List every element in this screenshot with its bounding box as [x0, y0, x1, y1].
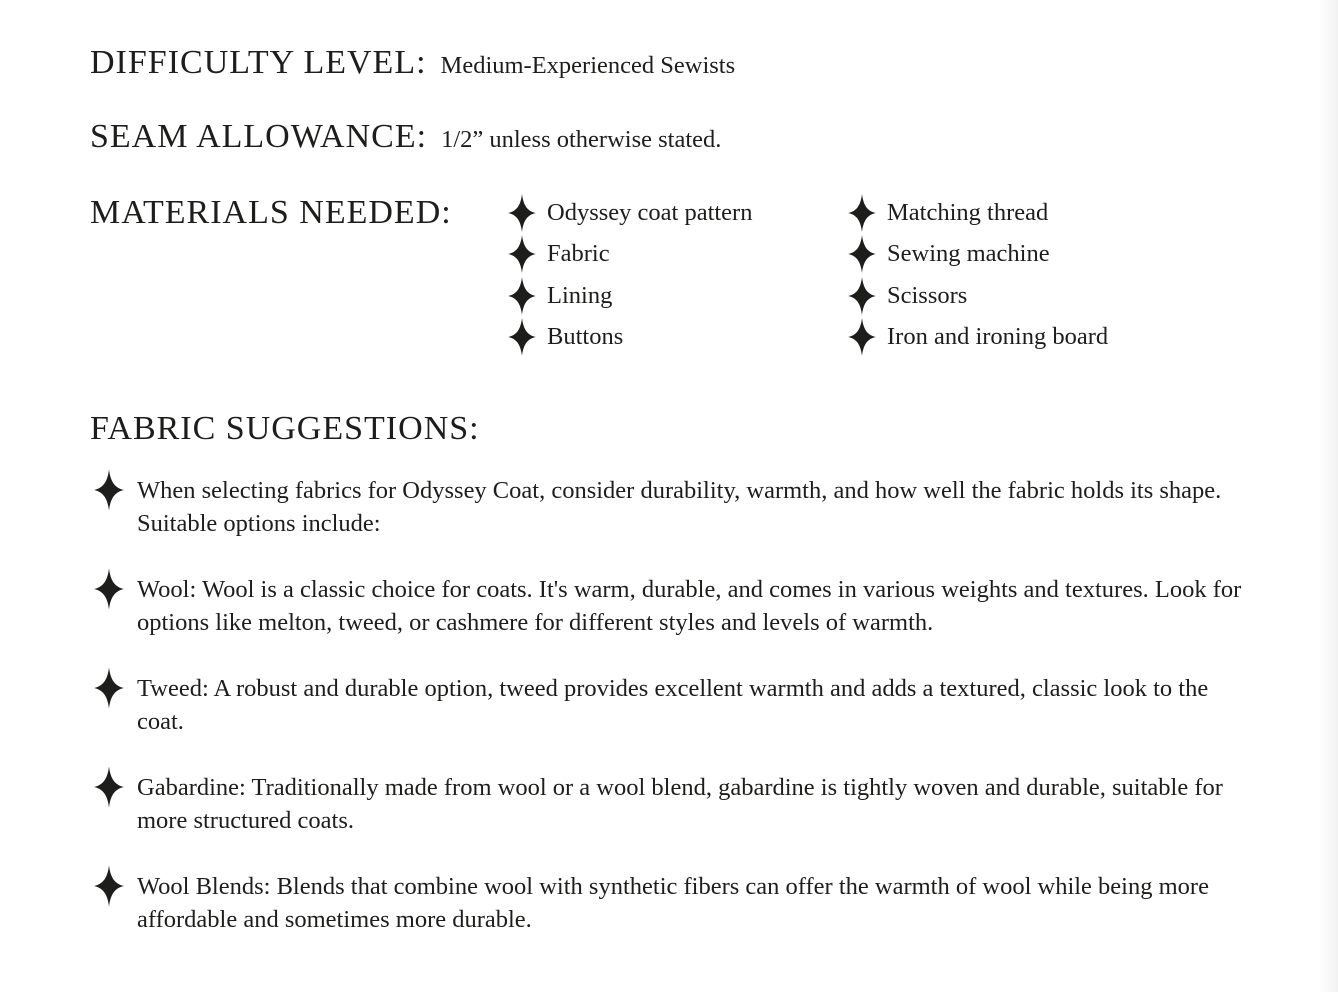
list-item: [848, 275, 1108, 317]
star-bullet-icon: [848, 194, 876, 232]
star-bullet-icon: [94, 469, 124, 511]
fabric-suggestions-heading: FABRIC SUGGESTIONS:: [90, 410, 480, 447]
materials-column-1: [508, 192, 848, 358]
seam-allowance-row: [90, 119, 1338, 158]
star-bullet-icon: [848, 277, 876, 315]
material-item-label: Odyssey coat pattern: [547, 198, 753, 226]
difficulty-value: Medium-Experienced Sewists: [440, 52, 736, 79]
star-bullet-icon: [94, 766, 124, 808]
difficulty-row: [90, 45, 1338, 84]
list-item: [508, 234, 848, 276]
fabric-suggestion-text: When selecting fabrics for Odyssey Coat, consider durability, warmth, and how well the fabric holds its shape. Suitable options include:: [137, 477, 1222, 537]
list-item: [848, 317, 1108, 359]
star-bullet-icon: [94, 865, 124, 907]
fabric-suggestion-text: Tweed: A robust and durable option, tweed provides excellent warmth and adds a textured, classic look to the coat.: [137, 675, 1209, 735]
star-bullet-icon: [848, 235, 876, 273]
fabric-suggestion-item: [90, 870, 1255, 936]
material-item-label: Fabric: [547, 240, 610, 268]
seam-allowance-value: 1/2” unless otherwise stated.: [441, 126, 722, 153]
star-bullet-icon: [94, 667, 124, 709]
star-bullet-icon: [508, 277, 536, 315]
fabric-suggestion-text: Wool: Wool is a classic choice for coats. It's warm, durable, and comes in various weights and textures. Look for options like melton, tweed, or cashmere for different styles and levels of warmth.: [137, 576, 1242, 636]
fabric-suggestion-item: [90, 771, 1255, 837]
list-item: [508, 317, 848, 359]
material-item-label: Scissors: [887, 281, 968, 309]
materials-label: MATERIALS NEEDED:: [90, 194, 452, 231]
material-item-label: Lining: [547, 281, 613, 309]
list-item: [508, 275, 848, 317]
star-bullet-icon: [508, 194, 536, 232]
fabric-suggestion-text: Gabardine: Traditionally made from wool or a wool blend, gabardine is tightly woven and durable, suitable for more structured coats.: [137, 774, 1223, 834]
fabric-suggestion-item: [90, 573, 1255, 639]
star-bullet-icon: [508, 235, 536, 273]
difficulty-label: DIFFICULTY LEVEL:: [90, 44, 427, 81]
star-bullet-icon: [508, 318, 536, 356]
fabric-suggestion-text: Wool Blends: Blends that combine wool with synthetic fibers can offer the warmth of wool while being more affordable and sometimes more durable.: [137, 873, 1209, 933]
list-item: [508, 192, 848, 234]
materials-section: [90, 194, 1338, 358]
star-bullet-icon: [848, 318, 876, 356]
seam-allowance-label: SEAM ALLOWANCE:: [90, 118, 428, 155]
list-item: [848, 192, 1108, 234]
material-item-label: Matching thread: [887, 198, 1049, 226]
material-item-label: Iron and ironing board: [887, 323, 1109, 351]
material-item-label: Sewing machine: [887, 240, 1050, 268]
material-item-label: Buttons: [547, 323, 624, 351]
fabric-suggestion-item: [90, 672, 1255, 738]
materials-column-2: [848, 192, 1108, 358]
fabric-suggestion-item: [90, 474, 1255, 540]
star-bullet-icon: [94, 568, 124, 610]
list-item: [848, 234, 1108, 276]
